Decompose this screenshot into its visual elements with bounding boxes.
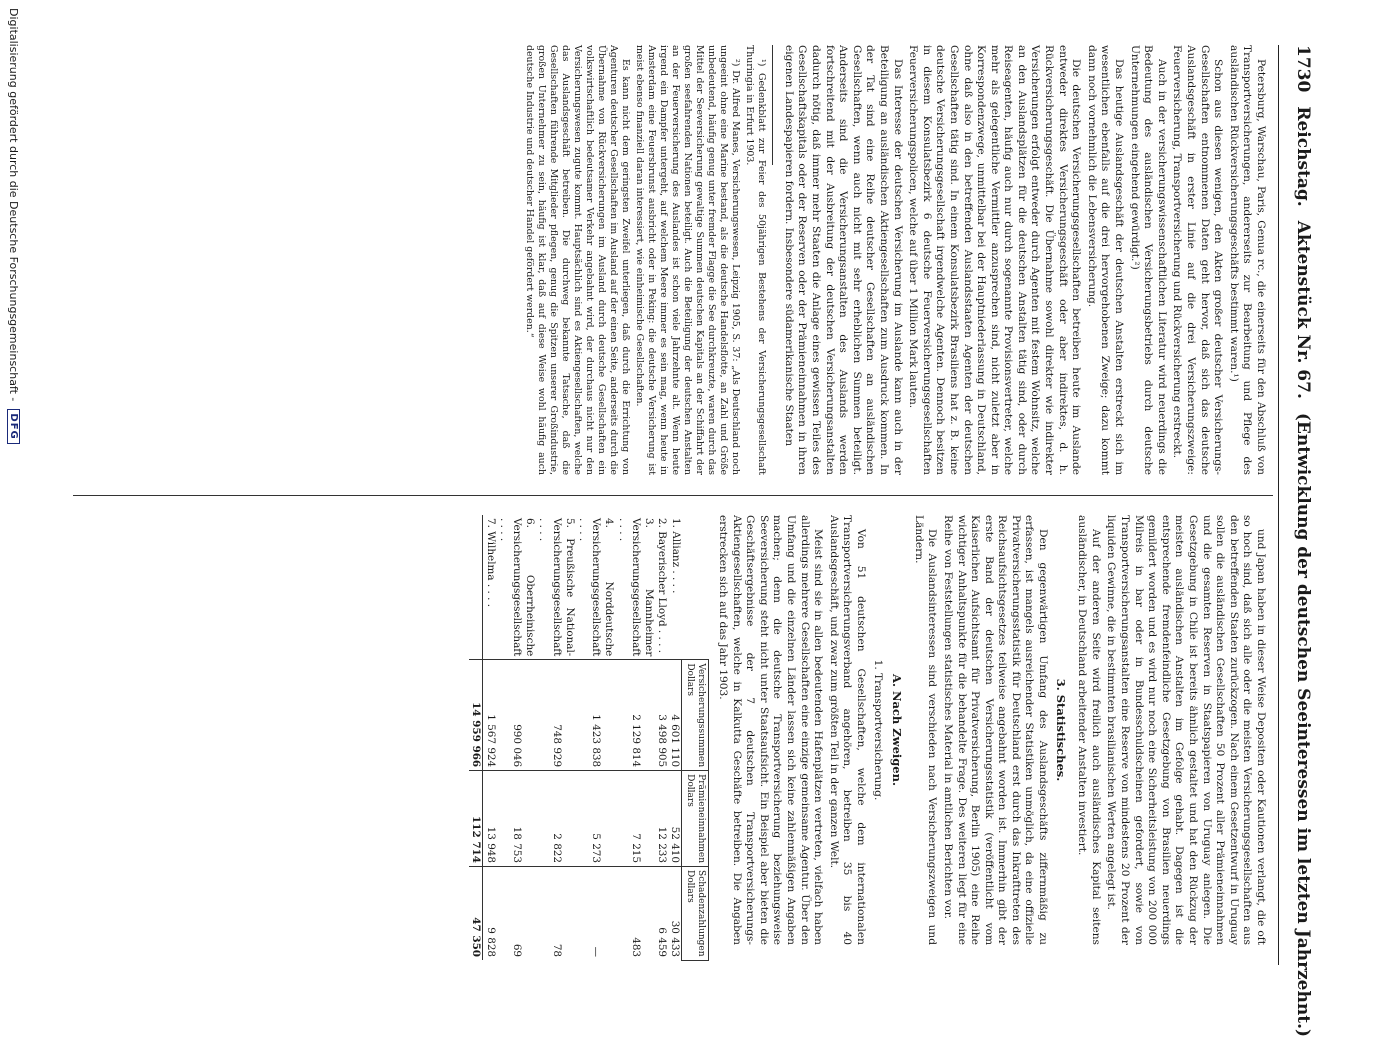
claims-paid: 30 433 <box>668 867 682 961</box>
paragraph: und Japan haben in dieser Weise Depositen oder Kautionen verlangt, die oft so hoch sind, daß sich alle oder die meisten Versicherungsgesellschaften aus den betreffenden Staaten zurückzogen. Nach einem Gesetzentwurf in Uruguay sollen die ausländischen Gesellschaften 50 Prozent aller Prämieneinnahmen und die gesamten Reserven in Staatspapieren von Uruguay anlegen. Die Gesetzgebung in Chile ist bereits ähnlich gestaltet und hat den Rückzug der meisten ausländischen Anstalten im Gefolge gehabt. Dagegen ist die entsprechende fremdenfeindliche Gesetzgebung von Brasilien neuerdings gemildert worden und es wird nur noch eine Sicherheitsleistung von 200 000 Milreis in bar oder in Bundesschuldscheinen gefordert, sowie von Transportversicherungsanstalten eine Reserve von mindestens 20 Prozent der liquiden Gewinne, die in bestimmten brasilianischen Werten angelegt ist. <box>1105 515 1267 945</box>
subsubheading: 1. Transportversicherung. <box>871 659 884 801</box>
paragraph: Den gegenwärtigen Umfang des Auslandsgeschäfts ziffernmäßig zu erfassen, ist mangels ausreichender Statistiken unmöglich, da eine offizielle Privatversicherungsstatistik für Deutschland erst durch das Inkrafttreten des Reichsaufsichtsgesetzes teilweise angebahnt worden ist. Immerhin gibt der erste Band der deutschen Versicherungsstatistik (veröffentlicht vom Kaiserlichen Aufsichtsamt für Privatversicherung, Berlin 1905) eine Reihe wichtiger Anhaltspunkte für die behandelte Frage. Des weiteren liegt für eine Reihe von Feststellungen statistisches Material in amtlichen Berichten vor. <box>941 515 1050 945</box>
table-header: Prämieneinnahmen Dollars <box>682 771 709 867</box>
digitization-credit <box>4 0 24 1008</box>
company-name: 4. Norddeutsche Versicherungsgesellschaft . . . . <box>577 518 616 657</box>
company-name: 6. Oberrheinische Versicherungsgesellschaft . . . . <box>497 518 537 657</box>
premium-income: 18 753 <box>497 771 537 867</box>
footnote: ¹) Gedenkblatt zur Feier des 50jährigen Bestehens der Versicherungsgesellschaft Thuringia in Erfurt 1903. <box>744 45 768 475</box>
left-column <box>73 45 1267 475</box>
total-label <box>469 515 483 660</box>
right-column <box>73 515 1267 958</box>
section-heading: 3. Statistisches. <box>1053 678 1068 782</box>
document-number: Aktenstück Nr. 67. <box>1293 220 1313 399</box>
dfg-logo: DFG <box>8 409 21 443</box>
table-header <box>682 515 709 660</box>
table-total-row <box>469 515 483 960</box>
footnote-rule <box>772 45 773 165</box>
claims-paid: 483 <box>615 867 655 961</box>
paragraph: Auch in der versicherungswissenschaftlichen Literatur wird neuerdings die Bedeutung des ausländischen Versicherungsbetriebs durch deutsche Unternehmungen eingehend gewürdigt.²) <box>1128 45 1168 475</box>
table-header: Versicherungssummen Dollars <box>682 660 709 771</box>
premium-income: 13 948 <box>483 771 497 867</box>
paragraph: Petersburg, Warschau, Paris, Genua rc., die einerseits für den Abschluß von Transportversicherungen, andererseits zur Bearbeitung und Pflege des ausländischen Rückversicherungsgeschäfts bestimmt waren.¹) <box>1227 45 1267 475</box>
company-name: 1. Allianz . . . . <box>669 518 682 594</box>
table-header: Schadenzahlungen Dollars <box>682 867 709 961</box>
running-header <box>1278 45 1313 1037</box>
table-row <box>497 515 537 960</box>
total-sum-insured: 14 959 966 <box>469 660 483 771</box>
company-name: 5. Preußische National-Versicherungsgesellschaft . . . . <box>537 518 576 657</box>
page-number: 1730 <box>1293 45 1313 93</box>
table-header-row <box>682 515 709 960</box>
paragraph: Auf der anderen Seite wird freilich auch ausländisches Kapital seitens ausländischer, in Deutschland arbeitender Anstalten investiert. <box>1076 515 1102 945</box>
sum-insured: 2 129 814 <box>615 660 655 771</box>
paragraph: Das Interesse der deutschen Versicherung im Auslande kann auch in der Beteiligung an ausländischen Aktiengesellschaften zum Ausdruck kommen. In der Tat sind eine Reihe deutscher Gesellschaften an ausländischen Gesellschaften, wenn auch nicht mit sehr erheblichen Summen beteiligt. Anderseits sind die Versicherungsanstalten des Auslands werden fortschreitend mit der Ausbreitung der deutschen Versicherungsanstalten dadurch nötig, daß immer mehr Staaten die Anlage eines gewissen Teiles des Gesellschaftskapitals oder der Reserven oder der Prämieneinnahmen in ihren eigenen Landespapieren fordern. Insbesondere südamerikanische Staaten <box>782 45 904 475</box>
total-premium-income: 112 714 <box>469 771 483 867</box>
premium-income: 2 822 <box>536 771 576 867</box>
table-row <box>668 515 682 960</box>
claims-paid: — <box>576 867 616 961</box>
column-divider <box>73 495 1273 496</box>
footnote: Es kann nicht dem geringsten Zweifel unterliegen, daß durch die Errichtung von Agenturen deutscher Gesellschaften im Ausland auf der einen Seite, anderseits durch die Übernahme von Rückversicherungen im Ausland durch deutsche Gesellschaften ein volkswirtschaftlich bedeutsamer Verkehr angebahnt wird, der durchaus nicht nur den Versicherungswesen zugute kommt. Hauptsächlich sind es Aktiengesellschaften, welche das Auslandsgeschäft betreiben. Die durchweg bekannte Tatsache, daß die Gesellschaften führende Mitglieder pflegen, genug die Spitzen unserer Großindustrie, großen Unternehmer zu sein, häufig ist klar, daß auf diese Weise wohl häufig auch deutsche Industrie und deutscher Handel gefördert werden.“ <box>524 45 632 475</box>
scanned-page <box>73 45 1313 1037</box>
table-row <box>655 515 668 960</box>
sum-insured: 748 929 <box>536 660 576 771</box>
sum-insured: 3 498 905 <box>655 660 668 771</box>
footnote: ²) Dr. Alfred Manes, Versicherungswesen, Leipzig 1905, S. 37: „Als Deutschland noch ungeeint ohne eine Marine bestand, als die deutsche Handelsflotte, an Zahl und Größe unbedeutend, häufig genug unter fremder Flagge die See durchkreuzte, waren durch das Mittel der Seeversicherung gewaltige Summen deutschen Kapitals an der Schiffahrt der großen seefahrenden Nationen beteiligt. Auch die Beteiligung der deutschen Anstalten an der Feuerversicherung des Auslandes ist schon viele Jahrzehnte alt. Wenn heute irgend ein Dampfer untergeht, auf welchem Meere immer es sein mag, wenn heute in Amsterdam eine Feuersbrunst ausbricht oder in Peking: die deutsche Versicherung ist meist ebenso finanziell daran interessiert, wie einheimische Gesellschaften. <box>634 45 742 475</box>
total-claims-paid: 47 350 <box>469 867 483 961</box>
table-row <box>615 515 655 960</box>
page-title: (Entwicklung der deutschen Seeinteressen im letzten Jahrzehnt.) <box>1293 412 1313 1037</box>
paragraph: Die deutschen Versicherungsgesellschaften betreiben heute im Auslande entweder direktes Versicherungsgeschäft oder aber indirektes, d. h. Rückversicherungsgeschäft. Die Übernahme sowohl direkter wie indirekter Versicherungen erfolgt entweder durch Agenten mit festem Wohnsitz, welche an den Auslandsplätzen für die deutschen Anstalten tätig sind, oder durch Reiseagenten, häufig auch nur durch sogenannte Provisionsvertreter, welche mehr als gelegentliche Vermittler anzusprechen sind, nicht zuletzt aber in Korrespondenzwege, unmittelbar bei der Hauptniederlassung in Deutschland, ohne daß also in den betreffenden Auslandsstaaten Agenten der deutschen Gesellschaften tätig sind. In einem Konsulatsbezirk Brasiliens hat z. B. keine deutsche Versicherungsgesellschaft irgendwelche Agenten. Dennoch besitzen in diesem Konsulatsbezirk 6 deutsche Feuerversicherungsgesellschaften Feuerversicherungspolicen, welche auf über 1 Million Mark lauten. <box>907 45 1083 475</box>
table-row <box>536 515 576 960</box>
company-name: 7. Wilhelma . . . . <box>484 518 497 607</box>
company-name: 3. Mannheimer Versicherungsgesellschaft . . . . <box>616 518 656 657</box>
table-row <box>483 515 497 960</box>
claims-paid: 69 <box>497 867 537 961</box>
table-row <box>576 515 616 960</box>
premium-income: 52 410 <box>668 771 682 867</box>
paragraph: Das heutige Auslandsgeschäft der deutschen Anstalten erstreckt sich im wesentlichen ebenfalls auf die drei hervorgehobenen Zweige; dazu kommt dann noch vornehmlich die Lebensversicherung. <box>1085 45 1126 475</box>
premium-income: 5 273 <box>576 771 616 867</box>
sum-insured: 4 601 110 <box>668 660 682 771</box>
paragraph: Schon aus diesen wenigen, den Akten großer deutscher Versicherungs-Gesellschaften entnommenen Daten geht hervor, daß sich das deutsche Auslandsgeschäft in erster Linie auf die drei Versicherungszweige: Feuerversicherung, Transportversicherung und Rückversicherung erstreckt. <box>1171 45 1225 475</box>
sum-insured: 990 046 <box>497 660 537 771</box>
credit-text: Digitalisierung gefördert durch die Deutsche Forschungsgemeinschaft - <box>7 8 21 402</box>
sum-insured: 1 423 838 <box>576 660 616 771</box>
claims-paid: 9 828 <box>483 867 497 961</box>
paragraph: Von 51 deutschen Gesellschaften, welche dem internationalen Transportversicherungsverband angehören, betreiben 35 bis 40 Auslandsgeschäft, und zwar zum größten Teil in der ganzen Welt. <box>827 515 867 945</box>
paragraph: Die Auslandsinteressen sind verschieden nach Versicherungszweigen und Ländern. <box>912 515 939 945</box>
paragraph: Meist sind sie in allen bedeutenden Hafenplätzen vertreten, vielfach haben allerdings mehrere Gesellschaften eine einzige gemeinsame Agentur. Über den Umfang und die einzelnen Länder lassen sich keine zahlenmäßigen Angaben machen; denn die deutsche Transportversicherung beziehungsweise Seeversicherung steht nicht unter Staatsaufsicht. Ein Beispiel aber bieten die Geschäftsergebnisse der 7 deutschen Transportversicherungs-Aktiengesellschaften, welche in Kalkutta Geschäfte betreiben. Die Angaben erstrecken sich auf das Jahr 1903. <box>717 515 825 945</box>
company-name: 2. Bayerischer Lloyd . . . . <box>656 518 669 654</box>
claims-paid: 6 459 <box>655 867 668 961</box>
subheading: A. Nach Zweigen. <box>890 674 905 786</box>
premium-income: 12 233 <box>655 771 668 867</box>
claims-paid: 78 <box>536 867 576 961</box>
insurance-table <box>469 515 709 961</box>
sum-insured: 1 567 924 <box>483 660 497 771</box>
section-name: Reichstag. <box>1293 106 1313 207</box>
premium-income: 7 215 <box>615 771 655 867</box>
